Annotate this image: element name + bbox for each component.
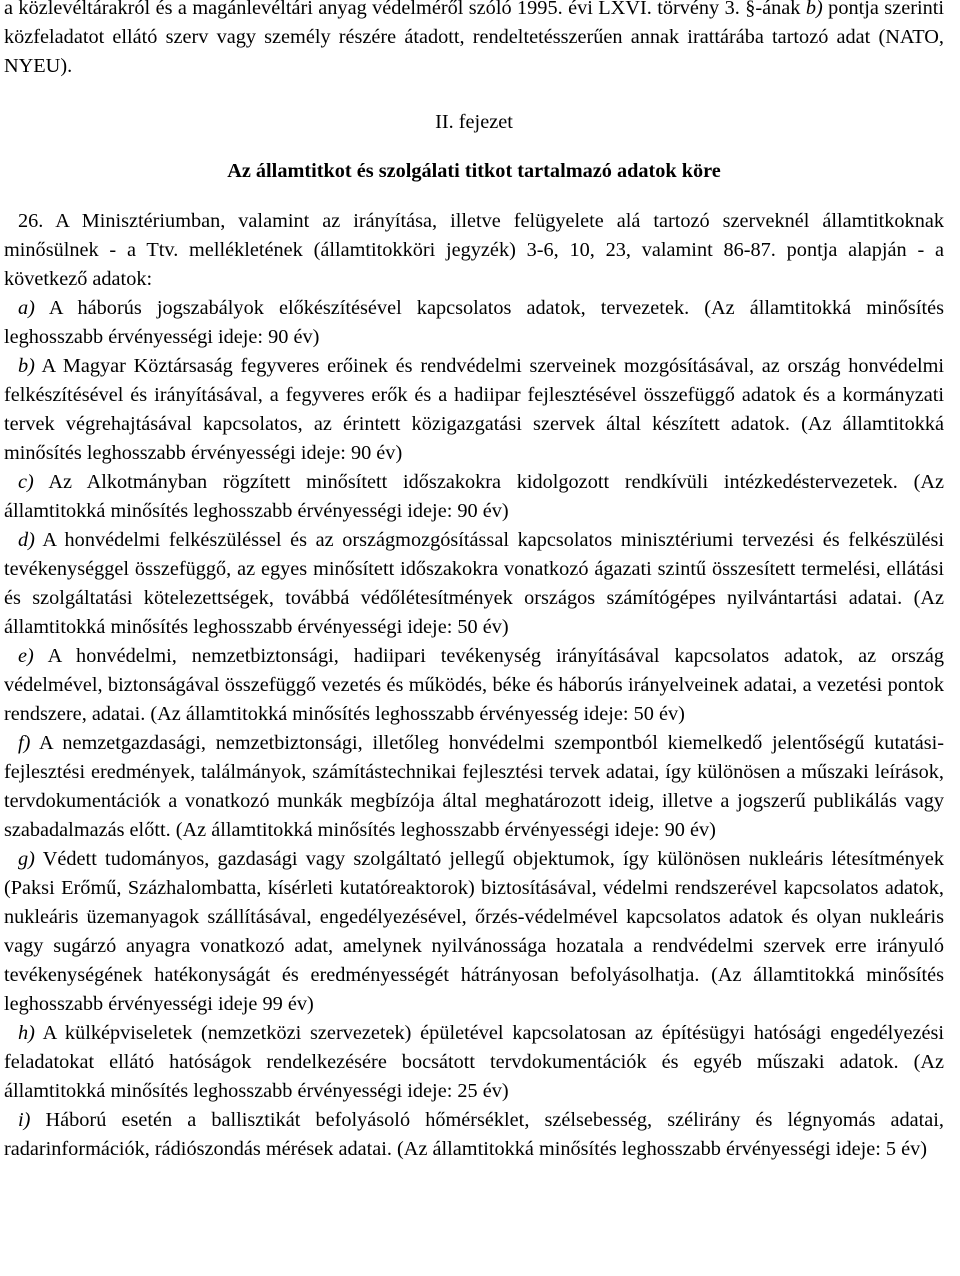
item-text: A nemzetgazdasági, nemzetbiztonsági, illetőleg honvédelmi szempontból kiemelkedő jelentőségű kutatási-fejlesztési eredmények, találmányok, számítástechnikai fejlesztési tervek adatai, így különösen a műszaki leírások, tervdokumentációk a vonatkozó munkák megbízója által meghatározott ideig, illetve a jogszerű publikálás vagy szabadalmazás előtt. (Az államtitokká minősítés leghosszabb érvényességi ideje: 90 év) — [4, 732, 944, 841]
item-text: Az Alkotmányban rögzített minősített időszakokra kidolgozott rendkívüli intézkedéstervezetek. (Az államtitokká minősítés leghosszabb érvényességi ideje: 90 év) — [4, 471, 944, 522]
item-text: A háborús jogszabályok előkészítésével kapcsolatos adatok, tervezetek. (Az államtitokká minősítés leghosszabb érvényességi ideje: 90 év) — [4, 297, 944, 348]
list-item-g — [4, 845, 944, 1019]
item-letter: f) — [18, 732, 31, 754]
section-26-paragraph: 26. A Minisztériumban, valamint az irányítása, illetve felügyelete alá tartozó szerveknél államtitkoknak minősülnek - a Ttv. mellékletének (államtitokköri jegyzék) 3-6, 10, 23, valamint 86-87. pontja alapján - a következő adatok: — [4, 210, 944, 290]
item-text: A honvédelmi felkészüléssel és az országmozgósítással kapcsolatos minisztériumi tervezési és felkészülési tevékenységgel összefüggő, az egyes minősített időszakokra vonatkozó ágazati szintű összesített termelési, ellátási és szolgáltatási kötelezettségek, továbbá védőlétesítmények országos számítógépes nyilvántartási adatai. (Az államtitokká minősítés leghosszabb érvényességi ideje: 50 év) — [4, 529, 944, 638]
chapter-title: Az államtitkot és szolgálati titkot tartalmazó adatok köre — [227, 160, 721, 182]
list-item-b — [4, 352, 944, 468]
list-item-h — [4, 1019, 944, 1106]
intro-text-start: a közlevéltárakról és a magánlevéltári anyag védelméről szóló 1995. évi LXVI. törvény 3. §-ának — [4, 0, 806, 19]
list-item-i — [4, 1106, 944, 1164]
list-item-c — [4, 468, 944, 526]
intro-text-end: pontja szerinti közfeladatot ellátó szerv vagy személy részére átadott, rendeltetésszerűen annak irattárába tartozó adat (NATO, NYEU). — [4, 0, 944, 77]
intro-letter: b) — [805, 0, 823, 19]
list-item-a — [4, 294, 944, 352]
intro-paragraph — [4, 0, 944, 81]
item-letter: d) — [18, 529, 35, 551]
item-letter: e) — [18, 645, 34, 667]
item-text: A honvédelmi, nemzetbiztonsági, hadiipari tevékenység irányításával kapcsolatos adatok, az ország védelmével, biztonságával összefüggő vezetés és működés, béke és háborús irányelveinek adatai, a vezetési pontok rendszere, adatai. (Az államtitokká minősítés leghosszabb érvényesség ideje: 50 év) — [4, 645, 944, 725]
chapter-number: II. fejezet — [435, 111, 513, 133]
item-letter: b) — [18, 355, 35, 377]
list-item-e — [4, 642, 944, 729]
item-letter: h) — [18, 1022, 35, 1044]
list-item-f — [4, 729, 944, 845]
item-letter: a) — [18, 297, 35, 319]
item-text: Háború esetén a ballisztikát befolyásoló hőmérséklet, szélsebesség, szélirány és légnyomás adatai, radarinformációk, rádiószondás mérések adatai. (Az államtitokká minősítés leghosszabb érvényességi ideje: 5 év) — [4, 1109, 944, 1160]
item-letter: g) — [18, 848, 35, 870]
item-text: A Magyar Köztársaság fegyveres erőinek és rendvédelmi szerveinek mozgósításával, az ország honvédelmi felkészítésével és irányításával, a fegyveres erők és a hadiipar fejlesztésével összefüggő adatok és a kormányzati tervek végrehajtásával kapcsolatos, az érintett közigazgatási szervek által készített adatok. (Az államtitokká minősítés leghosszabb érvényességi ideje: 90 év) — [4, 355, 944, 464]
item-letter: i) — [18, 1109, 31, 1131]
item-text: A külképviseletek (nemzetközi szervezetek) épületével kapcsolatosan az építésügyi hatósági engedélyezési feladatokat ellátó hatóságok rendelkezésére bocsátott tervdokumentációk és egyéb műszaki adatok. (Az államtitokká minősítés leghosszabb érvényességi ideje: 25 év) — [4, 1022, 944, 1102]
list-item-d — [4, 526, 944, 642]
item-text: Védett tudományos, gazdasági vagy szolgáltató jellegű objektumok, így különösen nukleáris létesítmények (Paksi Erőmű, Százhalombatta, kísérleti kutatóreaktorok) biztosításával, védelmi rendszerével kapcsolatos adatok, nukleáris üzemanyagok szállításával, engedélyezésével, őrzés-védelmével kapcsolatos adatok és olyan nukleáris vagy sugárzó anyagra vonatkozó adat, amelynek nyilvánossága hozatala a rendvédelmi szervek erre irányuló tevékenységének hatékonyságát és eredményességét hátrányosan befolyásolhatja. (Az államtitokká minősítés leghosszabb érvényességi ideje 99 év) — [4, 848, 944, 1015]
item-letter: c) — [18, 471, 34, 493]
